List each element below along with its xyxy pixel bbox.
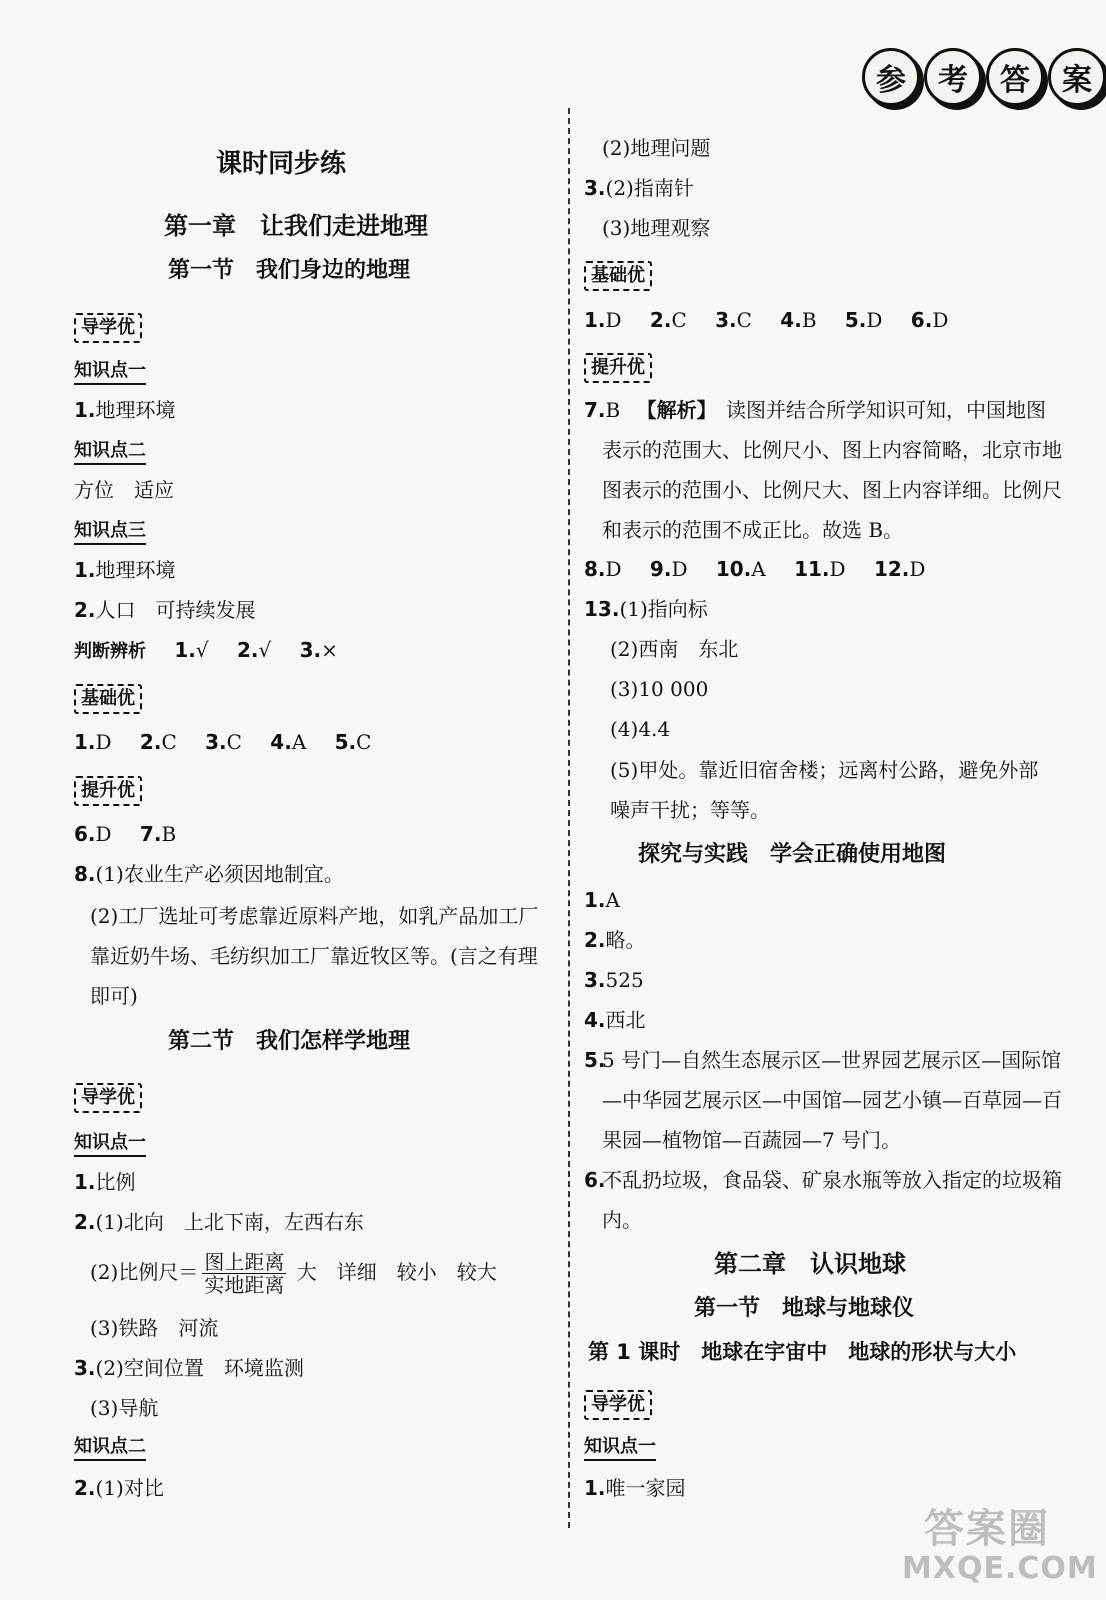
scale-formula-line: (2)比例尺＝ $\frac{\text{图上距离}}{\text{实地距离}}$ 大 详细 较小 较大 — [90, 1250, 497, 1297]
basic-label: 基础优 — [584, 261, 652, 291]
improve-label: 提升优 — [584, 353, 652, 383]
answer-line: (3)10 000 — [610, 677, 709, 701]
answer-line: 2.略。 — [584, 928, 646, 952]
chapter-heading: 第二章 认识地球 — [714, 1250, 906, 1278]
knowledge-point-label: 知识点一 — [74, 1132, 146, 1157]
answer-line: 2.(1)北向 上北下南，左西右东 — [74, 1210, 364, 1234]
page-title: 课时同步练 — [216, 149, 347, 179]
analysis-paragraph: 读图并结合所学知识可知，中国地图表示的范围大、比例尺小、图上内容简略，北京市地图表示的范围小、比例尺大、图上内容详细。比例尺和表示的范围不成正比。故选 B。 — [602, 398, 1062, 542]
badge-char: 考 — [924, 48, 982, 106]
answer-paragraph: 5 号门—自然生态展示区—世界园艺展示区—国际馆—中华园艺展示区—中国馆—园艺小镇—百草园—百果园—植物馆—百蔬园—7 号门。 — [602, 1048, 1062, 1152]
item-number: 6. — [584, 1168, 606, 1192]
answer-line: 2.人口 可持续发展 — [74, 598, 256, 622]
answer-row: 8.D 9.D 10.A 11.D 12.D — [584, 557, 926, 581]
basic-label: 基础优 — [74, 684, 142, 714]
section-heading: 第二节 我们怎样学地理 — [168, 1029, 411, 1054]
knowledge-point-label: 知识点一 — [74, 360, 146, 385]
answer-line: 1.A — [584, 888, 620, 912]
answer-row: 6.D 7.B — [74, 822, 177, 846]
answer-paragraph: (2)工厂选址可考虑靠近原料产地，如乳产品加工厂靠近奶牛场、毛纺织加工厂靠近牧区等。(言之有理即可) — [90, 904, 539, 1008]
answer-paragraph: 不乱扔垃圾，食品袋、矿泉水瓶等放入指定的垃圾箱内。 — [602, 1168, 1062, 1232]
answer-line: 8.(1)农业生产必须因地制宜。 — [74, 862, 344, 886]
improve-label: 提升优 — [74, 776, 142, 806]
answer-badge — [862, 48, 1106, 106]
answer-line: 1.地理环境 — [74, 398, 176, 422]
answer-line: 1.唯一家园 — [584, 1476, 686, 1500]
knowledge-point-label: 知识点一 — [584, 1436, 656, 1461]
answer-line: (2)西南 东北 — [610, 637, 739, 661]
answer-line: 1.地理环境 — [74, 558, 176, 582]
chapter-heading: 第一章 让我们走进地理 — [164, 212, 428, 240]
answer-line: 3.525 — [584, 968, 644, 992]
guide-label: 导学优 — [74, 313, 142, 343]
knowledge-point-label: 知识点三 — [74, 520, 146, 545]
section-heading: 探究与实践 学会正确使用地图 — [638, 842, 947, 867]
answer-line: 13.(1)指向标 — [584, 597, 708, 621]
answer-line: 4.西北 — [584, 1008, 646, 1032]
judge-line: 判断辨析 1.√ 2.√ 3.× — [74, 638, 338, 662]
guide-label: 导学优 — [74, 1083, 142, 1113]
badge-char: 参 — [862, 48, 920, 106]
answer-line-lead: 7.B 【解析】 — [584, 398, 717, 422]
answer-row: 1.D 2.C 3.C 4.B 5.D 6.D — [584, 308, 949, 332]
badge-char: 答 — [986, 48, 1044, 106]
guide-label: 导学优 — [584, 1390, 652, 1420]
section-heading: 第一节 我们身边的地理 — [168, 258, 411, 283]
answer-line: 1.比例 — [74, 1170, 136, 1194]
knowledge-point-label: 知识点二 — [74, 440, 146, 465]
section-heading: 第一节 地球与地球仪 — [694, 1296, 915, 1321]
column-divider — [568, 108, 570, 1528]
answer-line: (3)导航 — [90, 1396, 159, 1420]
answer-line: 方位 适应 — [74, 478, 174, 502]
answer-line: 3.(2)指南针 — [584, 176, 694, 200]
answer-line: (2)地理问题 — [602, 136, 711, 160]
answer-line: (3)地理观察 — [602, 216, 711, 240]
badge-char: 案 — [1048, 48, 1106, 106]
answer-line: 2.(1)对比 — [74, 1476, 164, 1500]
answer-paragraph: (5)甲处。靠近旧宿舍楼；远离村公路，避免外部噪声干扰；等等。 — [610, 758, 1039, 822]
item-number: 5. — [584, 1048, 606, 1072]
answer-line: (4)4.4 — [610, 717, 671, 741]
knowledge-point-label: 知识点二 — [74, 1436, 146, 1461]
lesson-heading: 第 1 课时 地球在宇宙中 地球的形状与大小 — [588, 1340, 1017, 1364]
header — [0, 0, 1092, 115]
scale-fraction: $\frac{\text{图上距离}}{\text{实地距离}}$ — [204, 1250, 285, 1297]
watermark-logo: 答案圈 MXQE.COM — [902, 1506, 1098, 1586]
answer-line: 3.(2)空间位置 环境监测 — [74, 1356, 304, 1380]
answer-row: 1.D 2.C 3.C 4.A 5.C — [74, 730, 372, 754]
answer-line: (3)铁路 河流 — [90, 1316, 219, 1340]
